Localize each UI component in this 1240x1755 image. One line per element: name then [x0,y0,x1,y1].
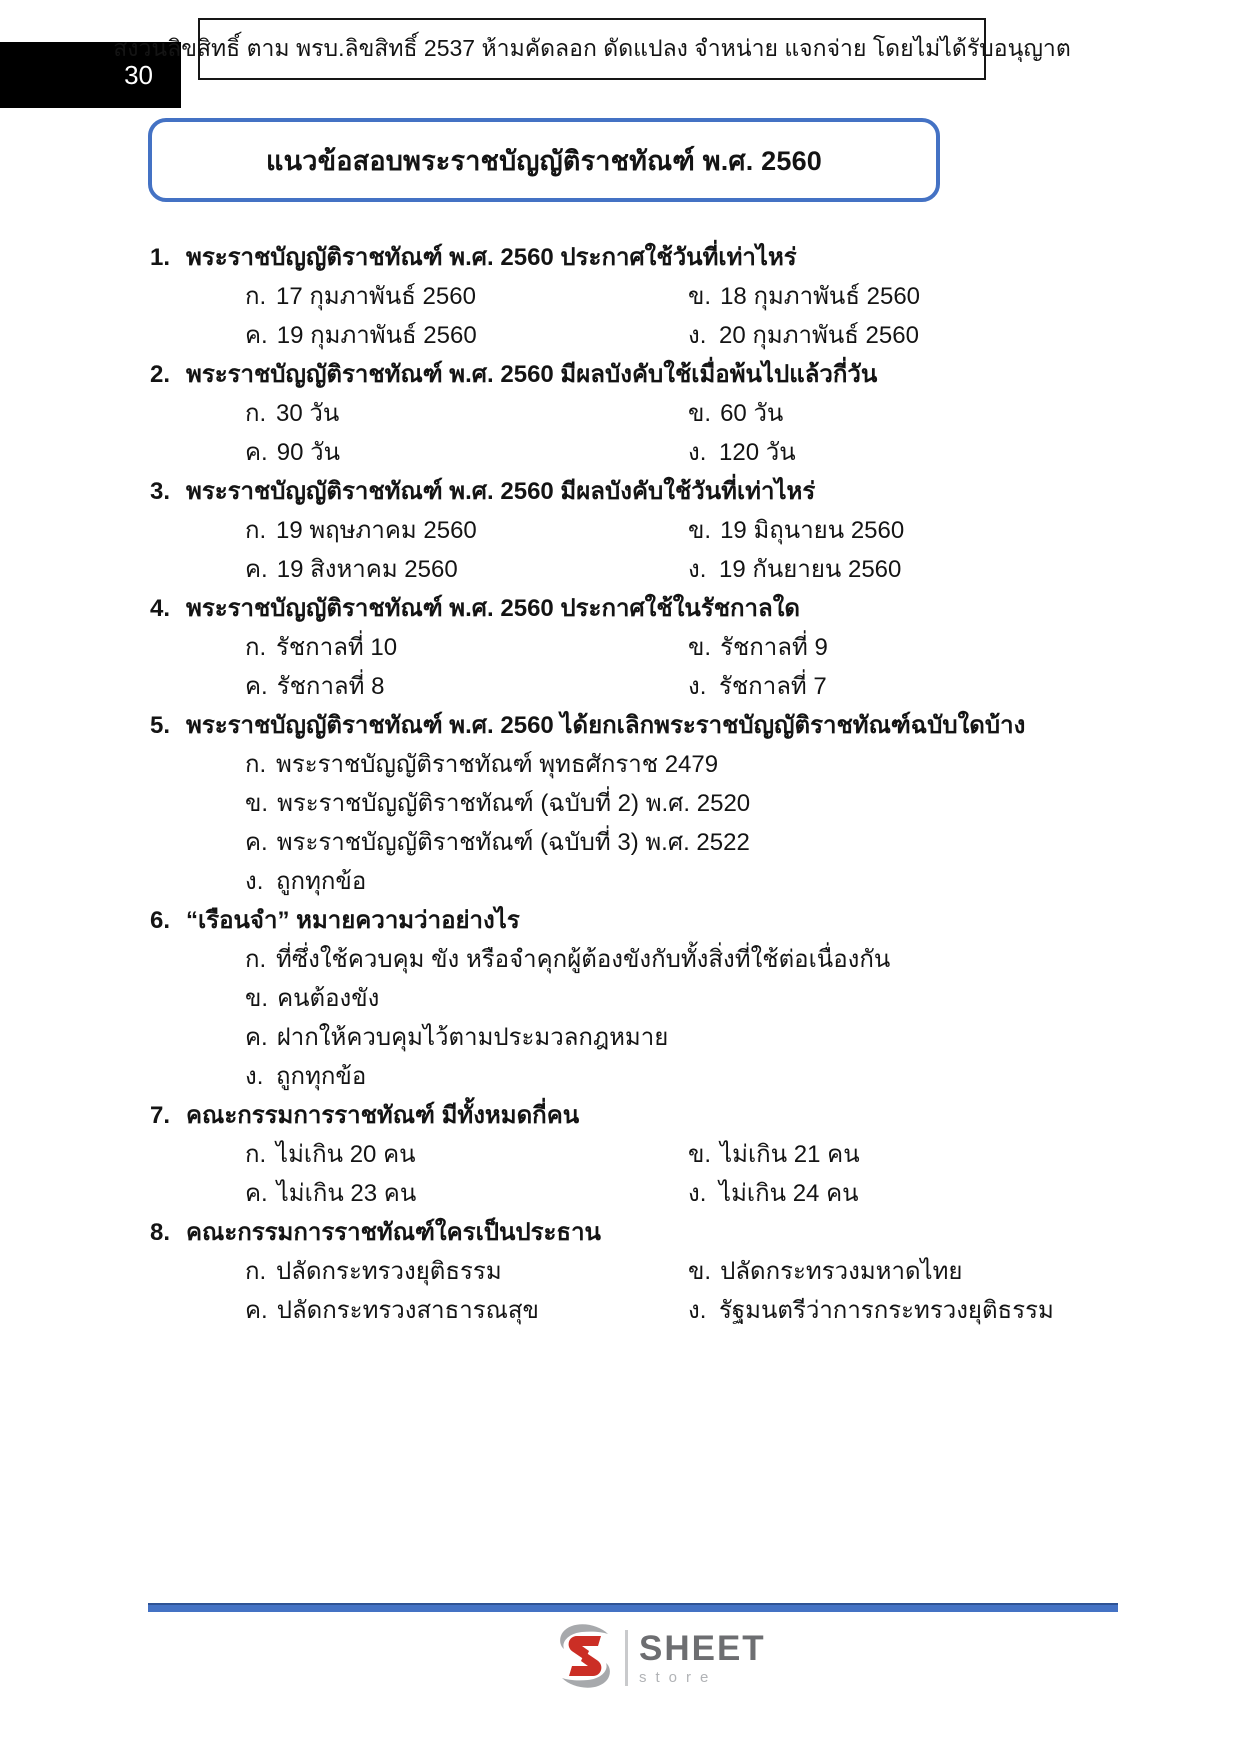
question-block [150,1213,1116,1330]
answer-option [245,1057,1116,1096]
logo-sub-text: store [639,1668,718,1686]
option-text: ไม่เกิน 20 คน [276,1141,416,1168]
question-options [150,394,1116,472]
option-label: ก. [245,1141,267,1168]
question-block [150,472,1116,589]
option-text: 19 กุมภาพันธ์ 2560 [276,322,477,349]
answer-option [688,1174,1116,1213]
option-label: ค. [245,439,268,466]
question-number: 4. [150,595,171,622]
question-block [150,238,1116,355]
question-number: 2. [150,361,171,388]
option-text: 17 กุมภาพันธ์ 2560 [276,283,476,310]
option-label: ง. [688,673,707,700]
copyright-text: สงวนลิขสิทธิ์ ตาม พรบ.ลิขสิทธิ์ 2537 ห้ามคัดลอก ดัดแปลง จำหน่าย แจกจ่าย โดยไม่ได้รับอนุญาต [113,35,1071,61]
question-options [150,1252,1116,1330]
option-label: ก. [245,634,267,661]
option-text: ไม่เกิน 21 คน [720,1141,860,1168]
option-text: ไม่เกิน 24 คน [719,1180,859,1207]
option-text: ปลัดกระทรวงสาธารณสุข [276,1297,539,1324]
option-label: ก. [245,283,267,310]
question-number: 1. [150,244,171,271]
option-label: ข. [245,985,269,1012]
option-text: 19 มิถุนายน 2560 [720,517,905,544]
option-text: 18 กุมภาพันธ์ 2560 [720,283,921,310]
answer-option [688,550,1116,589]
question-number: 5. [150,712,171,739]
question-block [150,355,1116,472]
page-number: 30 [124,59,153,90]
question-text: พระราชบัญญัติราชทัณฑ์ พ.ศ. 2560 ประกาศใช้ในรัชกาลใด [186,595,801,622]
question-number: 8. [150,1219,171,1246]
option-text: 20 กุมภาพันธ์ 2560 [719,322,919,349]
question-text: พระราชบัญญัติราชทัณฑ์ พ.ศ. 2560 ได้ยกเลิกพระราชบัญญัติราชทัณฑ์ฉบับใดบ้าง [186,712,1026,739]
questions-list [150,238,1116,1330]
answer-option [245,979,1116,1018]
option-text: 90 วัน [276,439,340,466]
question-text: คณะกรรมการราชทัณฑ์ มีทั้งหมดกี่คน [186,1102,580,1129]
option-text: พระราชบัญญัติราชทัณฑ์ (ฉบับที่ 3) พ.ศ. 2522 [276,829,750,856]
answer-option [688,433,1116,472]
option-text: 19 สิงหาคม 2560 [276,556,458,583]
option-label: ข. [688,1258,712,1285]
answer-option [688,628,1116,667]
answer-option [245,316,688,355]
option-label: ง. [688,439,707,466]
question-block [150,901,1116,1096]
footer-divider [148,1603,1118,1612]
answer-option [245,1135,688,1174]
page-title: แนวข้อสอบพระราชบัญญัติราชทัณฑ์ พ.ศ. 2560 [265,145,823,176]
option-text: 19 กันยายน 2560 [719,556,902,583]
answer-option [245,550,688,589]
document-title-box [148,118,940,202]
answer-option [245,277,688,316]
answer-option [245,394,688,433]
answer-option [245,433,688,472]
answer-option [688,1135,1116,1174]
option-label: ก. [245,400,267,427]
logo-brand-text: SHEET [639,1629,766,1669]
option-label: ค. [245,1297,268,1324]
option-label: ก. [245,1258,267,1285]
answer-option [688,394,1116,433]
option-text: รัฐมนตรีว่าการกระทรวงยุติธรรม [719,1297,1054,1324]
option-label: ข. [688,634,712,661]
logo-text [639,1631,766,1685]
answer-option [245,1018,1116,1057]
option-text: คนต้องขัง [277,985,380,1012]
answer-option [688,1291,1116,1330]
option-label: ค. [245,1180,268,1207]
option-text: 19 พฤษภาคม 2560 [276,517,477,544]
answer-option [245,745,1116,784]
question-number: 7. [150,1102,171,1129]
option-label: ง. [688,322,707,349]
option-text: รัชกาลที่ 9 [720,634,828,661]
option-label: ข. [688,283,712,310]
answer-option [245,940,1116,979]
question-text: “เรือนจำ” หมายความว่าอย่างไร [186,907,520,934]
answer-option [688,1252,1116,1291]
option-text: ถูกทุกข้อ [276,868,367,895]
question-options [150,277,1116,355]
answer-option [688,511,1116,550]
option-label: ค. [245,556,268,583]
question-options [150,1135,1116,1213]
question-options [150,628,1116,706]
option-label: ค. [245,673,268,700]
sheet-store-logo [556,1626,766,1690]
option-text: ที่ซึ่งใช้ควบคุม ขัง หรือจำคุกผู้ต้องขังกับทั้งสิ่งที่ใช้ต่อเนื่องกัน [276,946,891,973]
sheet-store-s-icon [556,1621,614,1696]
answer-option [245,1252,688,1291]
option-label: ง. [688,1297,707,1324]
option-label: ง. [688,1180,707,1207]
question-number: 6. [150,907,171,934]
question-block [150,706,1116,901]
answer-option [245,823,1116,862]
question-text: คณะกรรมการราชทัณฑ์ใครเป็นประธาน [186,1219,601,1246]
question-options [150,511,1116,589]
option-label: ข. [688,400,712,427]
question-text: พระราชบัญญัติราชทัณฑ์ พ.ศ. 2560 มีผลบังคับใช้วันที่เท่าไหร่ [186,478,816,505]
option-label: ค. [245,829,268,856]
option-text: ไม่เกิน 23 คน [276,1180,417,1207]
option-label: ข. [245,790,269,817]
option-label: ง. [245,1063,264,1090]
option-label: ก. [245,946,267,973]
answer-option [245,784,1116,823]
option-text: ถูกทุกข้อ [276,1063,367,1090]
option-text: 60 วัน [720,400,784,427]
option-text: ฝากให้ควบคุมไว้ตามประมวลกฎหมาย [276,1024,669,1051]
question-text: พระราชบัญญัติราชทัณฑ์ พ.ศ. 2560 มีผลบังคับใช้เมื่อพ้นไปแล้วกี่วัน [186,361,878,388]
answer-option [245,667,688,706]
question-options [150,745,1116,901]
option-text: ปลัดกระทรวงยุติธรรม [276,1258,502,1285]
option-label: ก. [245,751,267,778]
question-block [150,1096,1116,1213]
option-label: ง. [245,868,264,895]
option-text: รัชกาลที่ 8 [276,673,385,700]
option-text: พระราชบัญญัติราชทัณฑ์ พุทธศักราช 2479 [276,751,719,778]
option-text: รัชกาลที่ 10 [276,634,398,661]
option-text: ปลัดกระทรวงมหาดไทย [720,1258,963,1285]
answer-option [245,862,1116,901]
answer-option [688,277,1116,316]
option-label: ข. [688,1141,712,1168]
option-label: ค. [245,1024,268,1051]
option-text: พระราชบัญญัติราชทัณฑ์ (ฉบับที่ 2) พ.ศ. 2520 [277,790,751,817]
question-options [150,940,1116,1096]
question-block [150,589,1116,706]
answer-option [688,667,1116,706]
option-label: ค. [245,322,268,349]
answer-option [245,511,688,550]
answer-option [245,1291,688,1330]
option-text: 30 วัน [276,400,340,427]
logo-divider [625,1630,628,1686]
question-text: พระราชบัญญัติราชทัณฑ์ พ.ศ. 2560 ประกาศใช้วันที่เท่าไหร่ [186,244,797,271]
option-text: 120 วัน [719,439,796,466]
answer-option [245,1174,688,1213]
question-number: 3. [150,478,171,505]
answer-option [688,316,1116,355]
option-label: ก. [245,517,267,544]
answer-option [245,628,688,667]
option-label: ข. [688,517,712,544]
option-label: ง. [688,556,707,583]
option-text: รัชกาลที่ 7 [719,673,827,700]
